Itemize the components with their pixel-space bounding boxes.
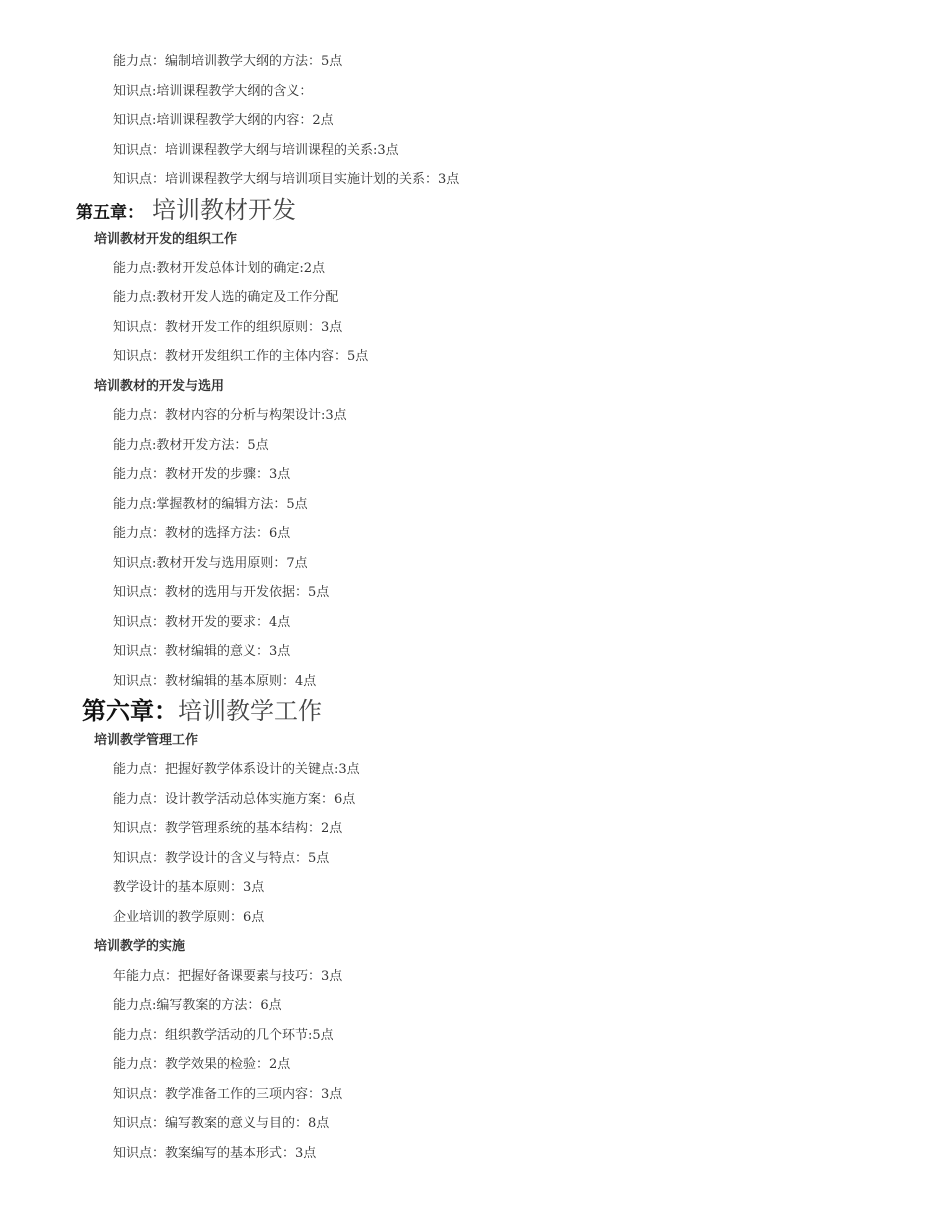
list-item: 能力点:教材开发总体计划的确定:2点 [113, 261, 326, 276]
list-item: 能力点：组织教学活动的几个环节:5点 [113, 1028, 334, 1043]
section-heading: 培训教学的实施 [94, 939, 186, 954]
list-item: 知识点：教材编辑的意义：3点 [113, 644, 291, 659]
list-item: 知识点：教学管理系统的基本结构：2点 [113, 821, 343, 836]
section-heading: 培训教学管理工作 [94, 733, 199, 748]
chapter-heading [82, 691, 322, 726]
chapter-title: 培训教学工作 [178, 697, 322, 725]
list-item: 知识点：教学设计的含义与特点：5点 [113, 851, 330, 866]
list-item: 能力点：教材的选择方法：6点 [113, 526, 291, 541]
list-item: 知识点：教材开发组织工作的主体内容：5点 [113, 349, 369, 364]
section-heading: 培训教材的开发与选用 [94, 379, 225, 394]
chapter-heading [76, 190, 296, 225]
list-item: 知识点:培训课程教学大纲的含义： [113, 84, 313, 99]
list-item: 知识点：教学准备工作的三项内容：3点 [113, 1087, 343, 1102]
list-item: 知识点：教材开发的要求：4点 [113, 615, 291, 630]
section-heading: 培训教材开发的组织工作 [94, 232, 238, 247]
list-item: 知识点：教案编写的基本形式：3点 [113, 1146, 317, 1161]
chapter-label: 第五章： [76, 203, 144, 223]
list-item: 能力点：教材开发的步骤：3点 [113, 467, 291, 482]
list-item: 知识点：教材开发工作的组织原则：3点 [113, 320, 343, 335]
list-item: 知识点：教材的选用与开发依据：5点 [113, 585, 330, 600]
list-item: 企业培训的教学原则：6点 [113, 910, 265, 925]
list-item: 能力点:教材开发方法：5点 [113, 438, 269, 453]
list-item: 能力点:教材开发人选的确定及工作分配 [113, 290, 339, 305]
chapter-title: 培训教材开发 [152, 196, 296, 224]
chapter-label: 第六章： [82, 697, 178, 725]
list-item: 知识点:教材开发与选用原则：7点 [113, 556, 308, 571]
list-item: 知识点：编写教案的意义与目的：8点 [113, 1116, 330, 1131]
list-item: 知识点：培训课程教学大纲与培训课程的关系:3点 [113, 143, 399, 158]
list-item: 知识点:培训课程教学大纲的内容：2点 [113, 113, 334, 128]
list-item: 知识点：教材编辑的基本原则：4点 [113, 674, 317, 689]
list-item: 能力点：编制培训教学大纲的方法：5点 [113, 54, 343, 69]
list-item: 能力点：把握好教学体系设计的关键点:3点 [113, 762, 360, 777]
list-item: 教学设计的基本原则：3点 [113, 880, 265, 895]
list-item: 能力点:掌握教材的编辑方法：5点 [113, 497, 308, 512]
list-item: 年能力点：把握好备课要素与技巧：3点 [113, 969, 343, 984]
list-item: 能力点：设计教学活动总体实施方案：6点 [113, 792, 356, 807]
list-item: 能力点：教材内容的分析与构架设计:3点 [113, 408, 347, 423]
list-item: 能力点：教学效果的检验：2点 [113, 1057, 291, 1072]
list-item: 知识点：培训课程教学大纲与培训项目实施计划的关系：3点 [113, 172, 460, 187]
list-item: 能力点:编写教案的方法：6点 [113, 998, 282, 1013]
